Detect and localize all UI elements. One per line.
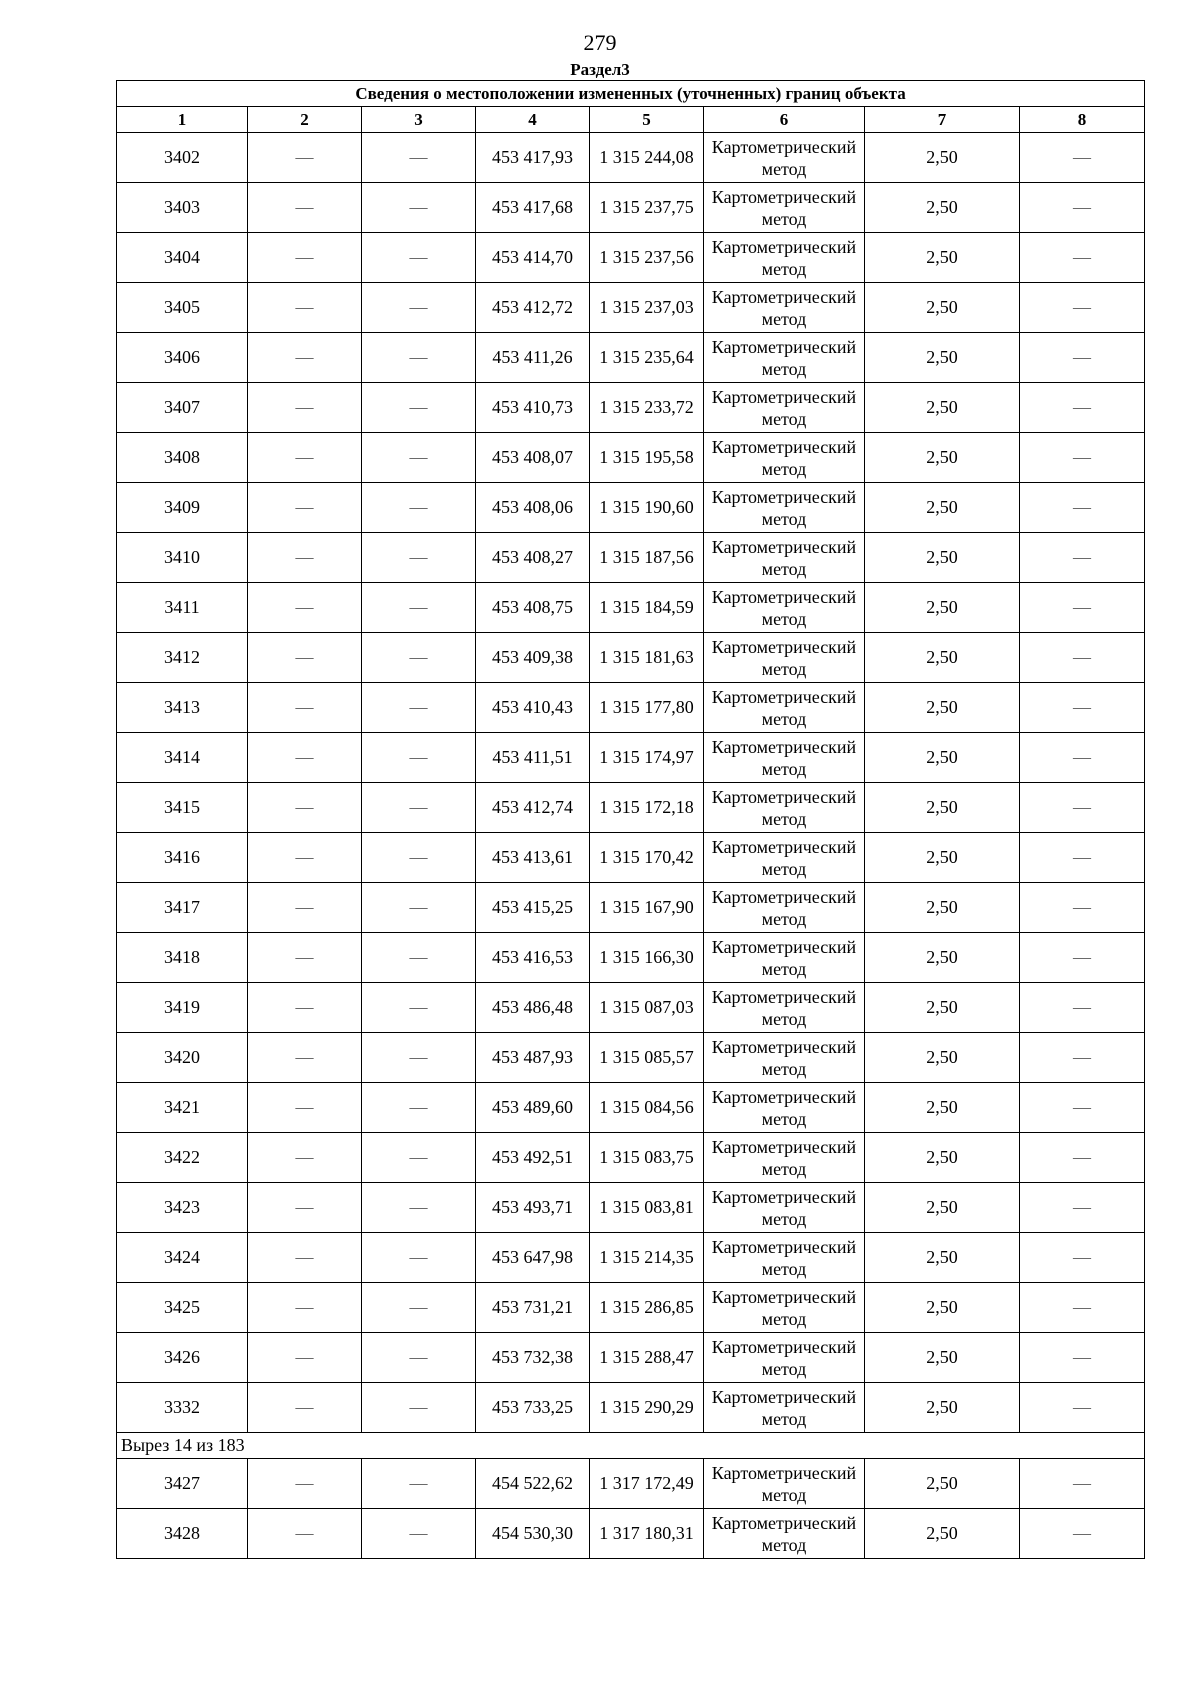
table-cell-col-4: 453 415,25 bbox=[476, 883, 590, 933]
column-header-2: 2 bbox=[248, 107, 362, 133]
table-cell-col-3: — bbox=[362, 1133, 476, 1183]
table-cell-col-8: — bbox=[1020, 533, 1145, 583]
table-cell-col-8: — bbox=[1020, 783, 1145, 833]
table-cell-col-4: 453 412,72 bbox=[476, 283, 590, 333]
table-row bbox=[117, 483, 1145, 533]
table-row bbox=[117, 533, 1145, 583]
subsection-row bbox=[117, 1433, 1145, 1459]
table-cell-col-4: 453 732,38 bbox=[476, 1333, 590, 1383]
table-cell-col-7: 2,50 bbox=[865, 983, 1020, 1033]
table-cell-col-1: 3426 bbox=[117, 1333, 248, 1383]
table-cell-col-4: 453 408,06 bbox=[476, 483, 590, 533]
table-cell-col-8: — bbox=[1020, 1333, 1145, 1383]
table-cell-col-7: 2,50 bbox=[865, 883, 1020, 933]
table-cell-col-6: Картометрический метод bbox=[704, 1133, 865, 1183]
table-cell-col-5: 1 315 190,60 bbox=[590, 483, 704, 533]
table-cell-col-7: 2,50 bbox=[865, 283, 1020, 333]
table-cell-col-6: Картометрический метод bbox=[704, 233, 865, 283]
table-cell-col-8: — bbox=[1020, 983, 1145, 1033]
table-cell-col-6: Картометрический метод bbox=[704, 1183, 865, 1233]
table-cell-col-2: — bbox=[248, 133, 362, 183]
table-cell-col-5: 1 315 167,90 bbox=[590, 883, 704, 933]
table-cell-col-6: Картометрический метод bbox=[704, 1333, 865, 1383]
table-row bbox=[117, 833, 1145, 883]
table-cell-col-4: 453 411,51 bbox=[476, 733, 590, 783]
table-cell-col-3: — bbox=[362, 1083, 476, 1133]
table-cell-col-6: Картометрический метод bbox=[704, 483, 865, 533]
table-cell-col-5: 1 315 237,75 bbox=[590, 183, 704, 233]
table-cell-col-6: Картометрический метод bbox=[704, 783, 865, 833]
table-row bbox=[117, 933, 1145, 983]
column-header-8: 8 bbox=[1020, 107, 1145, 133]
table-cell-col-2: — bbox=[248, 433, 362, 483]
table-cell-col-1: 3402 bbox=[117, 133, 248, 183]
table-cell-col-5: 1 315 237,56 bbox=[590, 233, 704, 283]
table-cell-col-2: — bbox=[248, 1033, 362, 1083]
table-cell-col-3: — bbox=[362, 1333, 476, 1383]
table-row bbox=[117, 1233, 1145, 1283]
table-cell-col-6: Картометрический метод bbox=[704, 633, 865, 683]
table-cell-col-3: — bbox=[362, 1033, 476, 1083]
table-cell-col-2: — bbox=[248, 833, 362, 883]
table-row bbox=[117, 983, 1145, 1033]
table-cell-col-4: 454 530,30 bbox=[476, 1509, 590, 1559]
table-cell-col-3: — bbox=[362, 933, 476, 983]
table-cell-col-7: 2,50 bbox=[865, 1233, 1020, 1283]
table-row bbox=[117, 1283, 1145, 1333]
table-cell-col-3: — bbox=[362, 1283, 476, 1333]
page-number: 279 bbox=[583, 30, 617, 55]
table-cell-col-2: — bbox=[248, 1083, 362, 1133]
table-row bbox=[117, 1083, 1145, 1133]
table-cell-col-8: — bbox=[1020, 833, 1145, 883]
table-cell-col-6: Картометрический метод bbox=[704, 433, 865, 483]
table-cell-col-7: 2,50 bbox=[865, 233, 1020, 283]
table-cell-col-5: 1 315 187,56 bbox=[590, 533, 704, 583]
table-cell-col-4: 453 411,26 bbox=[476, 333, 590, 383]
table-cell-col-8: — bbox=[1020, 633, 1145, 683]
table-cell-col-5: 1 315 170,42 bbox=[590, 833, 704, 883]
table-cell-col-3: — bbox=[362, 883, 476, 933]
table-cell-col-5: 1 315 244,08 bbox=[590, 133, 704, 183]
table-cell-col-7: 2,50 bbox=[865, 733, 1020, 783]
table-cell-col-2: — bbox=[248, 383, 362, 433]
subsection-label: Вырез 14 из 183 bbox=[117, 1433, 1145, 1459]
table-cell-col-8: — bbox=[1020, 683, 1145, 733]
table-cell-col-4: 453 410,73 bbox=[476, 383, 590, 433]
table-cell-col-2: — bbox=[248, 633, 362, 683]
table-cell-col-5: 1 315 233,72 bbox=[590, 383, 704, 433]
table-cell-col-7: 2,50 bbox=[865, 683, 1020, 733]
table-cell-col-7: 2,50 bbox=[865, 1459, 1020, 1509]
table-cell-col-4: 453 416,53 bbox=[476, 933, 590, 983]
table-cell-col-2: — bbox=[248, 533, 362, 583]
table-cell-col-4: 453 408,07 bbox=[476, 433, 590, 483]
table-cell-col-8: — bbox=[1020, 1459, 1145, 1509]
table-cell-col-1: 3405 bbox=[117, 283, 248, 333]
table-cell-col-4: 453 417,68 bbox=[476, 183, 590, 233]
table-cell-col-7: 2,50 bbox=[865, 1283, 1020, 1333]
table-cell-col-8: — bbox=[1020, 1509, 1145, 1559]
table-cell-col-1: 3413 bbox=[117, 683, 248, 733]
table-row bbox=[117, 233, 1145, 283]
table-cell-col-8: — bbox=[1020, 1133, 1145, 1183]
table-cell-col-4: 453 410,43 bbox=[476, 683, 590, 733]
table-row bbox=[117, 1183, 1145, 1233]
table-cell-col-6: Картометрический метод bbox=[704, 133, 865, 183]
table-cell-col-5: 1 315 172,18 bbox=[590, 783, 704, 833]
table-cell-col-6: Картометрический метод bbox=[704, 1383, 865, 1433]
table-cell-col-7: 2,50 bbox=[865, 1333, 1020, 1383]
table-cell-col-7: 2,50 bbox=[865, 533, 1020, 583]
table-cell-col-2: — bbox=[248, 1133, 362, 1183]
table-row bbox=[117, 1033, 1145, 1083]
table-cell-col-7: 2,50 bbox=[865, 333, 1020, 383]
table-cell-col-1: 3407 bbox=[117, 383, 248, 433]
table-row bbox=[117, 733, 1145, 783]
table-cell-col-3: — bbox=[362, 1233, 476, 1283]
table-cell-col-5: 1 315 195,58 bbox=[590, 433, 704, 483]
table-cell-col-3: — bbox=[362, 183, 476, 233]
table-row bbox=[117, 583, 1145, 633]
table-cell-col-2: — bbox=[248, 883, 362, 933]
table-cell-col-6: Картометрический метод bbox=[704, 1233, 865, 1283]
table-cell-col-3: — bbox=[362, 283, 476, 333]
table-cell-col-3: — bbox=[362, 983, 476, 1033]
table-cell-col-1: 3424 bbox=[117, 1233, 248, 1283]
table-cell-col-1: 3420 bbox=[117, 1033, 248, 1083]
table-cell-col-3: — bbox=[362, 333, 476, 383]
table-cell-col-4: 453 409,38 bbox=[476, 633, 590, 683]
table-cell-col-1: 3404 bbox=[117, 233, 248, 283]
table-cell-col-4: 453 493,71 bbox=[476, 1183, 590, 1233]
table-cell-col-5: 1 315 083,75 bbox=[590, 1133, 704, 1183]
column-header-row bbox=[117, 107, 1145, 133]
table-cell-col-7: 2,50 bbox=[865, 433, 1020, 483]
table-cell-col-6: Картометрический метод bbox=[704, 283, 865, 333]
column-header-5: 5 bbox=[590, 107, 704, 133]
table-cell-col-4: 453 492,51 bbox=[476, 1133, 590, 1183]
table-cell-col-3: — bbox=[362, 1459, 476, 1509]
table-cell-col-5: 1 315 214,35 bbox=[590, 1233, 704, 1283]
coordinates-table bbox=[116, 80, 1145, 1559]
table-cell-col-3: — bbox=[362, 383, 476, 433]
table-cell-col-4: 453 733,25 bbox=[476, 1383, 590, 1433]
table-cell-col-1: 3409 bbox=[117, 483, 248, 533]
table-caption-row bbox=[117, 81, 1145, 107]
table-row bbox=[117, 283, 1145, 333]
table-cell-col-4: 454 522,62 bbox=[476, 1459, 590, 1509]
table-cell-col-2: — bbox=[248, 1459, 362, 1509]
table-row bbox=[117, 133, 1145, 183]
table-cell-col-7: 2,50 bbox=[865, 1133, 1020, 1183]
table-row bbox=[117, 633, 1145, 683]
table-cell-col-8: — bbox=[1020, 933, 1145, 983]
table-cell-col-5: 1 315 084,56 bbox=[590, 1083, 704, 1133]
table-cell-col-2: — bbox=[248, 1333, 362, 1383]
table-cell-col-1: 3408 bbox=[117, 433, 248, 483]
table-cell-col-2: — bbox=[248, 733, 362, 783]
table-cell-col-6: Картометрический метод bbox=[704, 983, 865, 1033]
table-cell-col-4: 453 412,74 bbox=[476, 783, 590, 833]
table-cell-col-4: 453 408,27 bbox=[476, 533, 590, 583]
table-cell-col-1: 3417 bbox=[117, 883, 248, 933]
section-title: Раздел3 bbox=[570, 60, 630, 79]
table-cell-col-6: Картометрический метод bbox=[704, 933, 865, 983]
table-cell-col-1: 3415 bbox=[117, 783, 248, 833]
table-cell-col-8: — bbox=[1020, 383, 1145, 433]
column-header-1: 1 bbox=[117, 107, 248, 133]
table-cell-col-6: Картометрический метод bbox=[704, 1083, 865, 1133]
table-row bbox=[117, 883, 1145, 933]
table-cell-col-1: 3425 bbox=[117, 1283, 248, 1333]
table-cell-col-6: Картометрический метод bbox=[704, 883, 865, 933]
table-cell-col-3: — bbox=[362, 1509, 476, 1559]
table-cell-col-1: 3416 bbox=[117, 833, 248, 883]
table-cell-col-5: 1 315 177,80 bbox=[590, 683, 704, 733]
table-cell-col-3: — bbox=[362, 533, 476, 583]
table-cell-col-1: 3421 bbox=[117, 1083, 248, 1133]
table-row bbox=[117, 1333, 1145, 1383]
table-cell-col-4: 453 486,48 bbox=[476, 983, 590, 1033]
table-cell-col-5: 1 317 180,31 bbox=[590, 1509, 704, 1559]
table-cell-col-7: 2,50 bbox=[865, 483, 1020, 533]
table-cell-col-7: 2,50 bbox=[865, 583, 1020, 633]
table-row bbox=[117, 183, 1145, 233]
table-cell-col-7: 2,50 bbox=[865, 183, 1020, 233]
table-cell-col-2: — bbox=[248, 1283, 362, 1333]
table-cell-col-3: — bbox=[362, 583, 476, 633]
table-cell-col-5: 1 315 174,97 bbox=[590, 733, 704, 783]
table-cell-col-7: 2,50 bbox=[865, 1033, 1020, 1083]
table-cell-col-6: Картометрический метод bbox=[704, 1509, 865, 1559]
table-cell-col-1: 3419 bbox=[117, 983, 248, 1033]
table-cell-col-6: Картометрический метод bbox=[704, 383, 865, 433]
table-cell-col-4: 453 413,61 bbox=[476, 833, 590, 883]
table-cell-col-8: — bbox=[1020, 1283, 1145, 1333]
table-cell-col-2: — bbox=[248, 283, 362, 333]
table-cell-col-7: 2,50 bbox=[865, 133, 1020, 183]
table-cell-col-4: 453 408,75 bbox=[476, 583, 590, 633]
table-cell-col-7: 2,50 bbox=[865, 1383, 1020, 1433]
table-cell-col-1: 3422 bbox=[117, 1133, 248, 1183]
table-cell-col-3: — bbox=[362, 733, 476, 783]
table-cell-col-3: — bbox=[362, 433, 476, 483]
table-cell-col-3: — bbox=[362, 633, 476, 683]
table-cell-col-5: 1 315 286,85 bbox=[590, 1283, 704, 1333]
table-cell-col-2: — bbox=[248, 933, 362, 983]
table-row bbox=[117, 383, 1145, 433]
table-row bbox=[117, 683, 1145, 733]
column-header-4: 4 bbox=[476, 107, 590, 133]
table-cell-col-3: — bbox=[362, 783, 476, 833]
table-cell-col-2: — bbox=[248, 233, 362, 283]
table-cell-col-1: 3411 bbox=[117, 583, 248, 633]
table-row bbox=[117, 1383, 1145, 1433]
table-cell-col-6: Картометрический метод bbox=[704, 533, 865, 583]
table-cell-col-6: Картометрический метод bbox=[704, 833, 865, 883]
table-cell-col-8: — bbox=[1020, 183, 1145, 233]
table-cell-col-5: 1 315 085,57 bbox=[590, 1033, 704, 1083]
table-cell-col-5: 1 315 235,64 bbox=[590, 333, 704, 383]
table-cell-col-8: — bbox=[1020, 333, 1145, 383]
table-row bbox=[117, 1459, 1145, 1509]
table-cell-col-6: Картометрический метод bbox=[704, 733, 865, 783]
column-header-3: 3 bbox=[362, 107, 476, 133]
table-cell-col-8: — bbox=[1020, 283, 1145, 333]
table-cell-col-2: — bbox=[248, 333, 362, 383]
table-row bbox=[117, 1133, 1145, 1183]
table-cell-col-8: — bbox=[1020, 1033, 1145, 1083]
table-cell-col-5: 1 315 166,30 bbox=[590, 933, 704, 983]
table-cell-col-2: — bbox=[248, 483, 362, 533]
table-cell-col-6: Картометрический метод bbox=[704, 1283, 865, 1333]
table-cell-col-8: — bbox=[1020, 1183, 1145, 1233]
table-cell-col-4: 453 487,93 bbox=[476, 1033, 590, 1083]
table-cell-col-1: 3418 bbox=[117, 933, 248, 983]
table-row bbox=[117, 433, 1145, 483]
table-cell-col-4: 453 647,98 bbox=[476, 1233, 590, 1283]
table-cell-col-3: — bbox=[362, 233, 476, 283]
table-cell-col-3: — bbox=[362, 133, 476, 183]
table-cell-col-5: 1 315 083,81 bbox=[590, 1183, 704, 1233]
table-cell-col-6: Картометрический метод bbox=[704, 333, 865, 383]
column-header-7: 7 bbox=[865, 107, 1020, 133]
table-caption: Сведения о местоположении измененных (уточненных) границ объекта bbox=[117, 81, 1145, 107]
table-cell-col-3: — bbox=[362, 1183, 476, 1233]
table-cell-col-7: 2,50 bbox=[865, 933, 1020, 983]
table-cell-col-7: 2,50 bbox=[865, 1509, 1020, 1559]
table-cell-col-1: 3403 bbox=[117, 183, 248, 233]
table-cell-col-7: 2,50 bbox=[865, 783, 1020, 833]
table-cell-col-8: — bbox=[1020, 433, 1145, 483]
table-cell-col-2: — bbox=[248, 183, 362, 233]
table-cell-col-7: 2,50 bbox=[865, 1083, 1020, 1133]
table-cell-col-1: 3423 bbox=[117, 1183, 248, 1233]
table-cell-col-5: 1 315 087,03 bbox=[590, 983, 704, 1033]
table-cell-col-6: Картометрический метод bbox=[704, 1033, 865, 1083]
table-cell-col-7: 2,50 bbox=[865, 1183, 1020, 1233]
table-cell-col-5: 1 315 184,59 bbox=[590, 583, 704, 633]
table-row bbox=[117, 333, 1145, 383]
table-row bbox=[117, 1509, 1145, 1559]
table-cell-col-8: — bbox=[1020, 733, 1145, 783]
table-cell-col-2: — bbox=[248, 1383, 362, 1433]
table-cell-col-3: — bbox=[362, 1383, 476, 1433]
table-cell-col-6: Картометрический метод bbox=[704, 183, 865, 233]
table-cell-col-2: — bbox=[248, 683, 362, 733]
table-cell-col-1: 3427 bbox=[117, 1459, 248, 1509]
column-header-6: 6 bbox=[704, 107, 865, 133]
table-cell-col-7: 2,50 bbox=[865, 833, 1020, 883]
table-cell-col-6: Картометрический метод bbox=[704, 683, 865, 733]
table-cell-col-5: 1 315 181,63 bbox=[590, 633, 704, 683]
table-cell-col-8: — bbox=[1020, 1383, 1145, 1433]
table-cell-col-5: 1 317 172,49 bbox=[590, 1459, 704, 1509]
table-cell-col-1: 3428 bbox=[117, 1509, 248, 1559]
table-cell-col-6: Картометрический метод bbox=[704, 583, 865, 633]
table-cell-col-2: — bbox=[248, 583, 362, 633]
table-row bbox=[117, 783, 1145, 833]
table-cell-col-7: 2,50 bbox=[865, 383, 1020, 433]
table-cell-col-2: — bbox=[248, 783, 362, 833]
table-cell-col-2: — bbox=[248, 1509, 362, 1559]
table-cell-col-3: — bbox=[362, 683, 476, 733]
table-cell-col-5: 1 315 290,29 bbox=[590, 1383, 704, 1433]
table-cell-col-5: 1 315 237,03 bbox=[590, 283, 704, 333]
table-cell-col-4: 453 417,93 bbox=[476, 133, 590, 183]
table-cell-col-1: 3414 bbox=[117, 733, 248, 783]
table-cell-col-8: — bbox=[1020, 583, 1145, 633]
table-cell-col-5: 1 315 288,47 bbox=[590, 1333, 704, 1383]
table-cell-col-2: — bbox=[248, 1183, 362, 1233]
table-cell-col-8: — bbox=[1020, 233, 1145, 283]
table-cell-col-7: 2,50 bbox=[865, 633, 1020, 683]
table-cell-col-8: — bbox=[1020, 133, 1145, 183]
table-body bbox=[117, 81, 1145, 1559]
table-cell-col-2: — bbox=[248, 1233, 362, 1283]
table-cell-col-1: 3332 bbox=[117, 1383, 248, 1433]
table-cell-col-3: — bbox=[362, 833, 476, 883]
table-cell-col-8: — bbox=[1020, 1233, 1145, 1283]
table-cell-col-4: 453 414,70 bbox=[476, 233, 590, 283]
table-cell-col-2: — bbox=[248, 983, 362, 1033]
table-cell-col-8: — bbox=[1020, 1083, 1145, 1133]
table-cell-col-8: — bbox=[1020, 483, 1145, 533]
table-cell-col-6: Картометрический метод bbox=[704, 1459, 865, 1509]
table-cell-col-4: 453 489,60 bbox=[476, 1083, 590, 1133]
table-cell-col-1: 3410 bbox=[117, 533, 248, 583]
table-cell-col-3: — bbox=[362, 483, 476, 533]
table-cell-col-1: 3406 bbox=[117, 333, 248, 383]
table-cell-col-1: 3412 bbox=[117, 633, 248, 683]
table-cell-col-4: 453 731,21 bbox=[476, 1283, 590, 1333]
table-cell-col-8: — bbox=[1020, 883, 1145, 933]
